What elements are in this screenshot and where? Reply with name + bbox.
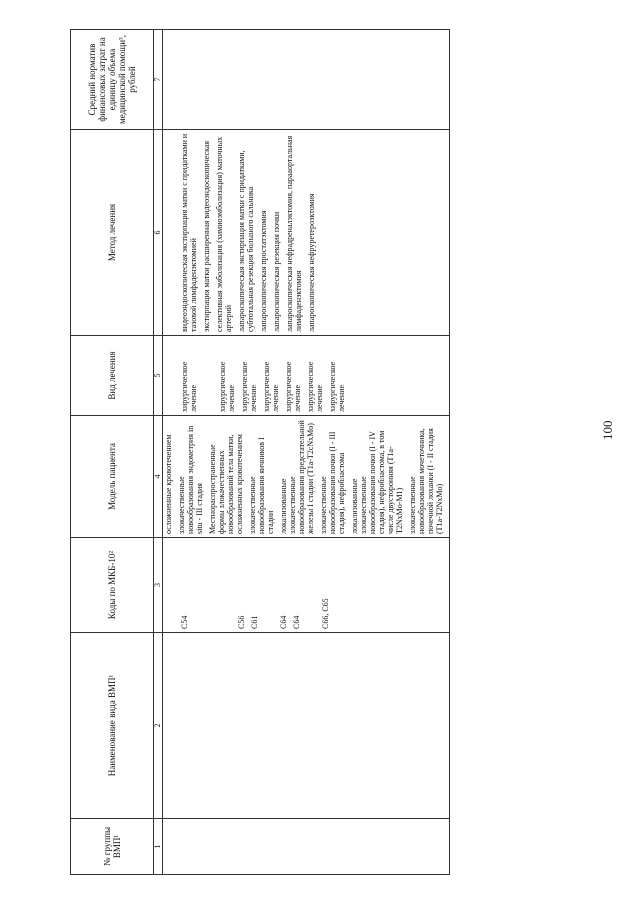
spacer [164, 133, 176, 332]
column-number-row [154, 30, 163, 875]
icd-code: C56 [237, 615, 246, 629]
icd-code: C61 [250, 615, 259, 629]
spacer [202, 339, 214, 412]
cell-cost-standard [163, 30, 450, 130]
vmp-table [70, 29, 450, 875]
cell-group-number [163, 819, 450, 875]
treatment-type: хирургическое лечение [306, 361, 324, 412]
patient-model: злокачественные новообразования мочеточника, почечной лоханки (I - II стадия (T1a-T2NxMo) [408, 428, 444, 534]
treatment-method: селективная эмболизация (химиоэмболизация) маточных артерий [215, 136, 233, 332]
header-patient-model: Модель пациента [71, 416, 154, 538]
column-number: 5 [154, 336, 163, 416]
patient-model: Местнораспространенные формы злокачественных новообразований тела матки, осложненных кровотечением [208, 434, 244, 534]
page-number: 100 [600, 420, 615, 440]
patient-model: осложненные кровотечением [164, 434, 173, 534]
treatment-type: хирургическое лечение [284, 361, 302, 412]
table-body-row [163, 30, 450, 875]
cell-icd-codes [163, 538, 450, 633]
treatment-type: хирургическое лечение [262, 361, 280, 412]
column-number: 7 [154, 30, 163, 130]
spacer [164, 541, 176, 629]
cell-patient-model [163, 416, 450, 538]
patient-model: локализованные злокачественные новообразования предстательной железы I стадии (T1a-T2cNxMo) [279, 420, 315, 534]
header-treatment-type: Вид лечения [71, 336, 154, 416]
column-number: 1 [154, 819, 163, 875]
cell-vmp-type [163, 633, 450, 819]
treatment-method: видеоэндоскопическая экстирпация матки с придатками и тазовой лимфаденэктомией [180, 133, 198, 332]
vmp-table-container [70, 30, 615, 875]
treatment-type: хирургическое лечение [218, 361, 236, 412]
treatment-method: лапароскопическая нефрадреналэктомия, парааортальная лимфаденэктомия [285, 135, 303, 332]
spacer [263, 541, 275, 629]
header-icd-codes: Коды по МКБ-10² [71, 538, 154, 633]
patient-model: злокачественные новообразования почки (I - III стадия), нефробластома [319, 431, 346, 534]
header-cost-standard: Средний норматив финансовых затрат на единицу объема медицинской помощи³, рублей [71, 30, 154, 130]
cell-treatment-method [163, 130, 450, 336]
treatment-method: экстирпация матки расширенная видеоэндоскопическая [202, 140, 211, 332]
icd-code: C54 [180, 615, 189, 629]
header-row [71, 30, 154, 875]
spacer [221, 541, 233, 629]
column-number: 4 [154, 416, 163, 538]
treatment-method: лапароскопическая экстирпация матки с придатками, субтотальная резекция большого сальника [237, 150, 255, 332]
treatment-method: лапароскопическая простатэктомия [259, 210, 268, 332]
treatment-type: хирургическое лечение [180, 361, 198, 412]
patient-model: локализованные злокачественные новообразования почки (I - IV стадия), нефробластома, в том числе двусторонняя (T1a-T2NxMo-M1) [350, 430, 404, 534]
patient-model: злокачественные новообразования яичников I стадии [248, 437, 275, 534]
column-number: 2 [154, 633, 163, 819]
column-number: 3 [154, 538, 163, 633]
cell-treatment-type [163, 336, 450, 416]
icd-code: C64 [292, 615, 301, 629]
patient-model: злокачественные новообразования эндометрия in situ - III стадия [177, 425, 204, 534]
treatment-type: хирургическое лечение [240, 361, 258, 412]
header-group-number: № группы ВМП¹ [71, 819, 154, 875]
spacer [193, 541, 217, 629]
header-treatment-method: Метод лечения [71, 130, 154, 336]
icd-code: C66, C65 [321, 598, 330, 629]
icd-code: C64 [279, 615, 288, 629]
treatment-method: лапароскопическая резекция почки [272, 211, 281, 332]
spacer [305, 541, 317, 629]
spacer [164, 339, 176, 412]
treatment-method: лапароскопическая нефруретероэктомия [307, 193, 316, 332]
column-number: 6 [154, 130, 163, 336]
header-vmp-type: Наименование вида ВМП¹ [71, 633, 154, 819]
treatment-type: хирургическое лечение [328, 361, 346, 412]
